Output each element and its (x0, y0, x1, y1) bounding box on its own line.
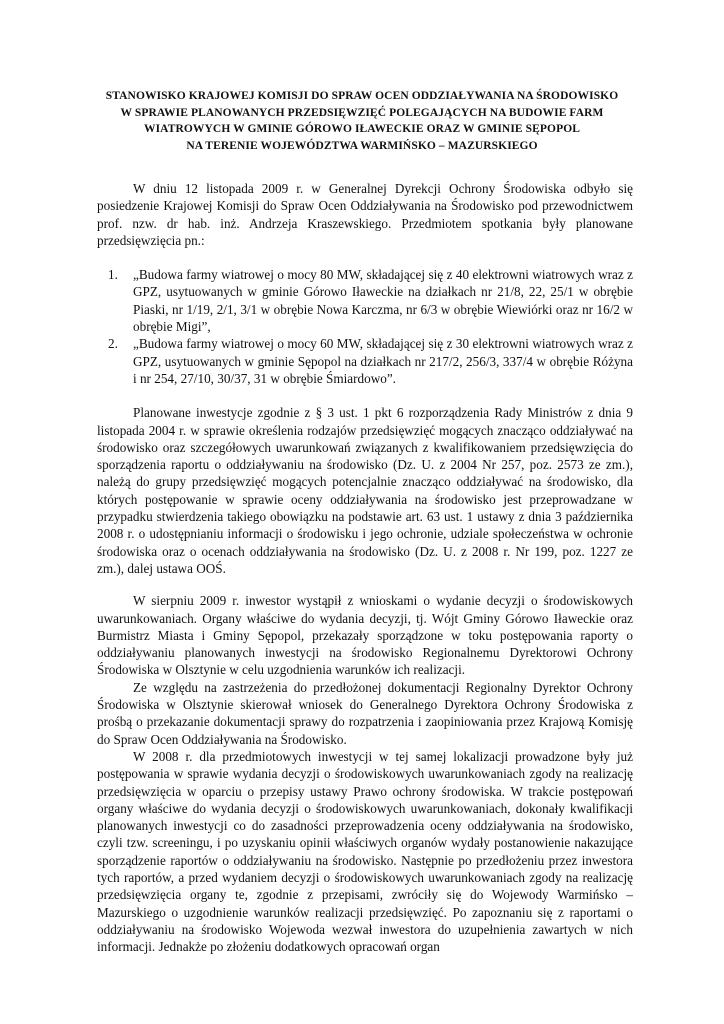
list-item (97, 335, 633, 387)
paragraph-reservations: Ze względu na zastrzeżenia do przedłożonej dokumentacji Regionalny Dyrektor Ochrony Środowiska w Olsztynie skierował wniosek do Generalnego Dyrektora Ochrony Środowiska z prośbą o przekazanie dokumentacji sprawy do rozpatrzenia i zaopiniowania przez Krajową Komisję do Spraw Ocen Oddziaływania na Środowisko. (97, 679, 633, 747)
paragraph-2008: W 2008 r. dla przedmiotowych inwestycji w tej samej lokalizacji prowadzone były już postępowania w sprawie wydania decyzji o środowiskowych uwarunkowaniach zgody na realizację przedsięwzięcia w oparciu o przepisy ustawy Prawo ochrony środowiska. W trakcie postępowań organy właściwe do wydania decyzji o środowiskowych uwarunkowaniach, dokonały kwalifikacji planowanych inwestycji co do zasadności przeprowadzenia oceny oddziaływania na środowisko, czyli tzw. screeningu, i po uzyskaniu opinii właściwych organów wydały postanowienie nakazujące sporządzenie raportów o oddziaływaniu na środowisko. Następnie po przedłożeniu przez inwestora tych raportów, a przed wydaniem decyzji o środowiskowych uwarunkowaniach zgody na realizację przedsięwzięcia organy te, zgodnie z przepisami, zwróciły się do Wojewody Warmińsko – Mazurskiego o uzgodnienie warunków realizacji przedsięwzięć. Po zapoznaniu się z raportami o oddziaływaniu na środowisko Wojewoda wezwał inwestora do uzupełnienia zawartych w nich informacji. Jednakże po złożeniu dodatkowych opracowań organ (97, 748, 633, 955)
title-line-2: W SPRAWIE PLANOWANYCH PRZEDSIĘWZIĘĆ POLEGAJĄCYCH NA BUDOWIE FARM (120, 106, 604, 119)
document-body (97, 180, 633, 955)
list-item-text: „Budowa farmy wiatrowej o mocy 80 MW, składającej się z 40 elektrowni wiatrowych wraz z GPZ, usytuowanych w gminie Górowo Iławeckie na działkach nr 21/8, 22, 25/1 w obrębie Piaski, nr 1/19, 2/1, 3/1 w obrębie Nowa Karczma, nr 6/3 w obrębie Wiewiórki oraz nr 16/2 w obrębie Migi”, (133, 267, 633, 335)
paragraph-planned-investments: Planowane inwestycje zgodnie z § 3 ust. 1 pkt 6 rozporządzenia Rady Ministrów z dnia 9 listopada 2004 r. w sprawie określenia rodzajów przedsięwzięć mogących znacząco oddziaływać na środowisko oraz szczegółowych uwarunkowań związanych z kwalifikowaniem przedsięwzięcia do sporządzenia raportu o oddziaływaniu na środowisko (Dz. U. z 2004 Nr 257, poz. 2573 ze zm.), należą do grupy przedsięwzięć mogących potencjalnie znacząco oddziaływać na środowisko, dla których postępowanie w sprawie oceny oddziaływania na środowisko jest przeprowadzane w przypadku stwierdzenia takiego obowiązku na podstawie art. 63 ust. 1 ustawy z dnia 3 października 2008 r. o udostępnianiu informacji o środowisku i jego ochronie, udziale społeczeństwa w ochronie środowiska oraz o ocenach oddziaływania na środowisko (Dz. U. z 2008 r. Nr 199, poz. 1227 ze zm.), dalej ustawa OOŚ. (97, 405, 633, 576)
title-line-1: STANOWISKO KRAJOWEJ KOMISJI DO SPRAW OCEN ODDZIAŁYWANIA NA ŚRODOWISKO (105, 90, 619, 102)
spacer (97, 387, 633, 404)
list-item-number: 2. (108, 336, 118, 352)
spacer (97, 249, 633, 266)
list-item (97, 266, 633, 335)
paragraph-intro: W dniu 12 listopada 2009 r. w Generalnej Dyrekcji Ochrony Środowiska odbyło się posiedzenie Krajowej Komisji do Spraw Ocen Oddziaływania na Środowisko pod przewodnictwem prof. nzw. dr hab. inż. Andrzeja Kraszewskiego. Przedmiotem spotkania były planowane przedsięwzięcia pn.: (97, 181, 633, 248)
paragraph-august-2009: W sierpniu 2009 r. inwestor wystąpił z wnioskami o wydanie decyzji o środowiskowych uwarunkowaniach. Organy właściwe do wydania decyzji, tj. Wójt Gminy Górowo Iławeckie oraz Burmistrz Miasta i Gminy Sępopol, przekazały sporządzone w toku postępowania raporty o oddziaływaniu planowanych inwestycji na środowisko Regionalnemu Dyrektorowi Ochrony Środowiska w Olsztynie w celu uzgodnienia warunków ich realizacji. (97, 593, 633, 678)
list-item-text: „Budowa farmy wiatrowej o mocy 60 MW, składającej się z 30 elektrowni wiatrowych wraz z GPZ, usytuowanych w gminie Sępopol na działkach nr 217/2, 256/3, 337/4 w obrębie Różyna i nr 254, 27/10, 30/37, 31 w obrębie Śmiardowo”. (133, 336, 633, 386)
title-line-4: NA TERENIE WOJEWÓDZTWA WARMIŃSKO – MAZURSKIEGO (186, 139, 538, 152)
project-list (97, 266, 633, 387)
title-line-3: WIATROWYCH W GMINIE GÓROWO IŁAWECKIE ORAZ W GMINIE SĘPOPOL (143, 123, 581, 135)
document-title (70, 88, 654, 154)
list-item-number: 1. (108, 267, 118, 283)
spacer (97, 577, 633, 592)
